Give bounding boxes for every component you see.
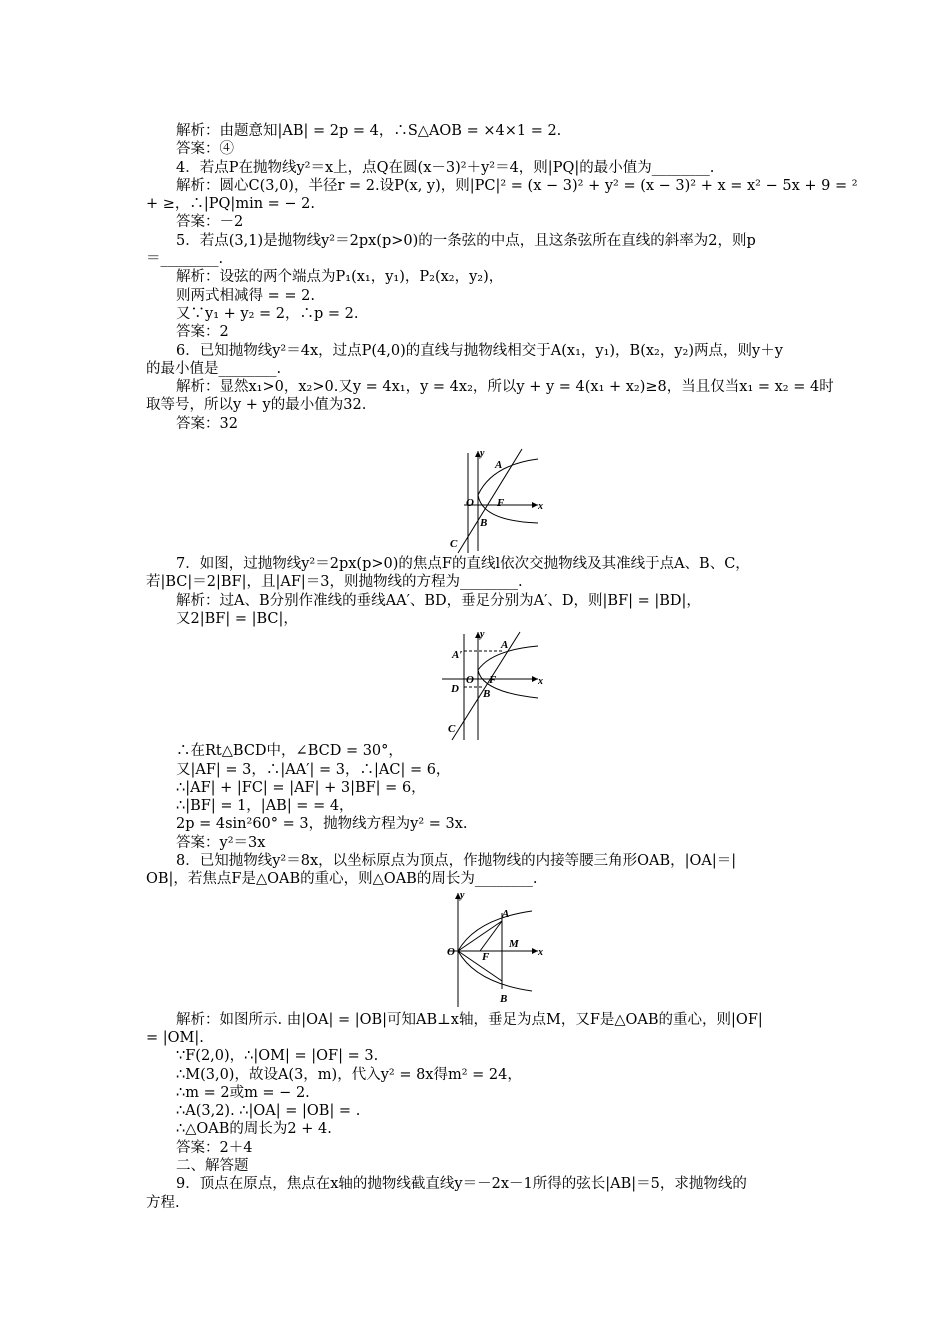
text-line: ∴m = 2或m = − 2. <box>176 1084 310 1101</box>
text-line: 8．已知抛物线y²＝8x，以坐标原点为顶点，作抛物线的内接等腰三角形OAB，|OA|＝| <box>176 853 737 870</box>
text-line: 答案：2 <box>176 324 229 341</box>
label-x: x <box>538 946 543 958</box>
label-o: O <box>466 674 474 687</box>
label-a-prime: A′ <box>452 649 463 662</box>
label-a: A <box>495 459 503 472</box>
text-line: OB|，若焦点F是△OAB的重心，则△OAB的周长为________. <box>146 871 538 888</box>
text-line: 解析：如图所示. 由|OA| = |OB|可知AB⊥x轴，垂足为点M，又F是△OAB的重心，则|OF| <box>176 1011 763 1028</box>
side-oa <box>458 921 502 951</box>
text-line: 又∵y₁ + y₂ = 2，∴p = 2. <box>176 305 359 322</box>
text-line: ∴△OAB的周长为2 + 4. <box>176 1121 332 1138</box>
label-c: C <box>450 538 458 551</box>
label-c: C <box>448 723 456 736</box>
text-line: 的最小值是________. <box>146 360 282 377</box>
text-block-problems-8-9 <box>146 1011 810 1212</box>
figure1-svg <box>146 433 810 555</box>
text-line: 若|BC|＝2|BF|，且|AF|＝3，则抛物线的方程为________. <box>146 574 523 591</box>
text-line: ∴M(3,0)，故设A(3，m)，代入y² = 8x得m² = 24， <box>176 1066 522 1083</box>
label-y: y <box>480 448 485 460</box>
label-y: y <box>460 889 465 901</box>
text-line: 解析：显然x₁>0，x₂>0.又y = 4x₁，y = 4x₂，所以y + y = 4(x₁ + x₂)≥8，当且仅当x₁ = x₂ = 4时 <box>176 379 834 396</box>
parabola-curve <box>478 459 538 523</box>
figure-triangle-in-parabola <box>146 889 810 1011</box>
label-m: M <box>509 937 519 950</box>
text-line: 9．顶点在原点，焦点在x轴的抛物线截直线y＝－2x－1所得的弦长|AB|＝5，求抛物线的 <box>176 1176 747 1193</box>
label-f: F <box>497 497 505 510</box>
label-y: y <box>480 629 485 641</box>
text-block-problem-7 <box>146 555 810 628</box>
label-x: x <box>538 501 543 513</box>
label-a: A <box>501 639 509 652</box>
text-line: ∵F(2,0)，∴|OM| = |OF| = 3. <box>176 1048 379 1065</box>
text-line: ∴|AF| + |FC| = |AF| + 3|BF| = 6， <box>176 779 426 796</box>
text-line: 5．若点(3,1)是抛物线y²＝2px(p>0)的一条弦的中点，且这条弦所在直线的斜率为2，则p <box>176 232 756 249</box>
figure-parabola-with-perpendiculars <box>146 628 810 742</box>
text-line: 解析：过A、B分别作准线的垂线AA′、BD，垂足分别为A′、D，则|BF| = |BD|， <box>176 592 701 609</box>
label-f: F <box>489 674 497 687</box>
text-line: ∴在Rt△BCD中，∠BCD = 30°， <box>176 743 403 760</box>
text-line: 2p = 4sin²60° = 3，抛物线方程为y² = 3x. <box>176 816 468 833</box>
label-b: B <box>500 992 508 1005</box>
text-line: 又|AF| = 3，∴|AA′| = 3，∴|AC| = 6， <box>176 761 451 778</box>
text-line: 答案：2＋4 <box>176 1139 253 1156</box>
text-line: 解析：圆心C(3,0)，半径r = 2.设P(x, y)，则|PC|² = (x − 3)² + y² = (x − 3)² + x = x² − 5x + 9 = ² <box>176 177 858 194</box>
text-line: 答案：y²＝3x <box>176 834 266 851</box>
text-line: ＝________. <box>146 251 224 268</box>
text-line: 6．已知抛物线y²＝4x，过点P(4,0)的直线与抛物线相交于A(x₁，y₁)，B(x₂，y₂)两点，则y＋y <box>176 342 783 359</box>
label-o: O <box>447 945 455 958</box>
text-line: 又2|BF| = |BC|， <box>176 610 298 627</box>
text-line: 解析：由题意知|AB| = 2p = 4，∴S△AOB = ×4×1 = 2. <box>176 123 562 139</box>
text-line: = |OM|. <box>146 1029 204 1046</box>
figure2-svg <box>146 628 810 742</box>
document-page <box>146 122 858 1212</box>
text-line: 则两式相减得 = = 2. <box>176 287 315 304</box>
text-block-problems-7-8 <box>146 742 810 888</box>
text-line: 4．若点P在抛物线y²＝x上，点Q在圆(x－3)²＋y²＝4，则|PQ|的最小值为________. <box>176 159 715 176</box>
text-line: 取等号，所以y + y的最小值为32. <box>146 397 367 414</box>
figure-parabola-focal-chord <box>146 433 810 555</box>
text-line: + ≥，∴|PQ|min = − 2. <box>146 196 316 213</box>
text-block-problems-3-6 <box>146 122 858 433</box>
label-x: x <box>538 676 543 688</box>
label-o: O <box>466 497 474 510</box>
side-ob <box>458 951 502 981</box>
label-b: B <box>480 517 488 530</box>
label-a: A <box>502 907 510 920</box>
text-line: 二、解答题 <box>176 1157 249 1174</box>
label-f: F <box>482 950 490 963</box>
text-line: 答案：32 <box>176 415 238 432</box>
median-line <box>480 921 502 951</box>
text-line: ∴|BF| = 1，|AB| = = 4， <box>176 798 354 815</box>
label-d: D <box>451 683 459 696</box>
text-line: 方程. <box>146 1194 180 1211</box>
text-line: 解析：设弦的两个端点为P₁(x₁，y₁)，P₂(x₂，y₂)， <box>176 269 504 286</box>
label-b: B <box>483 688 491 701</box>
figure3-svg <box>146 889 810 1011</box>
text-line: 7．如图，过抛物线y²＝2px(p>0)的焦点F的直线l依次交抛物线及其准线于点A、B、C， <box>176 556 750 573</box>
text-line: 答案：④ <box>176 141 234 158</box>
text-line: 答案：－2 <box>176 214 244 231</box>
text-line: ∴A(3,2). ∴|OA| = |OB| = . <box>176 1103 361 1120</box>
